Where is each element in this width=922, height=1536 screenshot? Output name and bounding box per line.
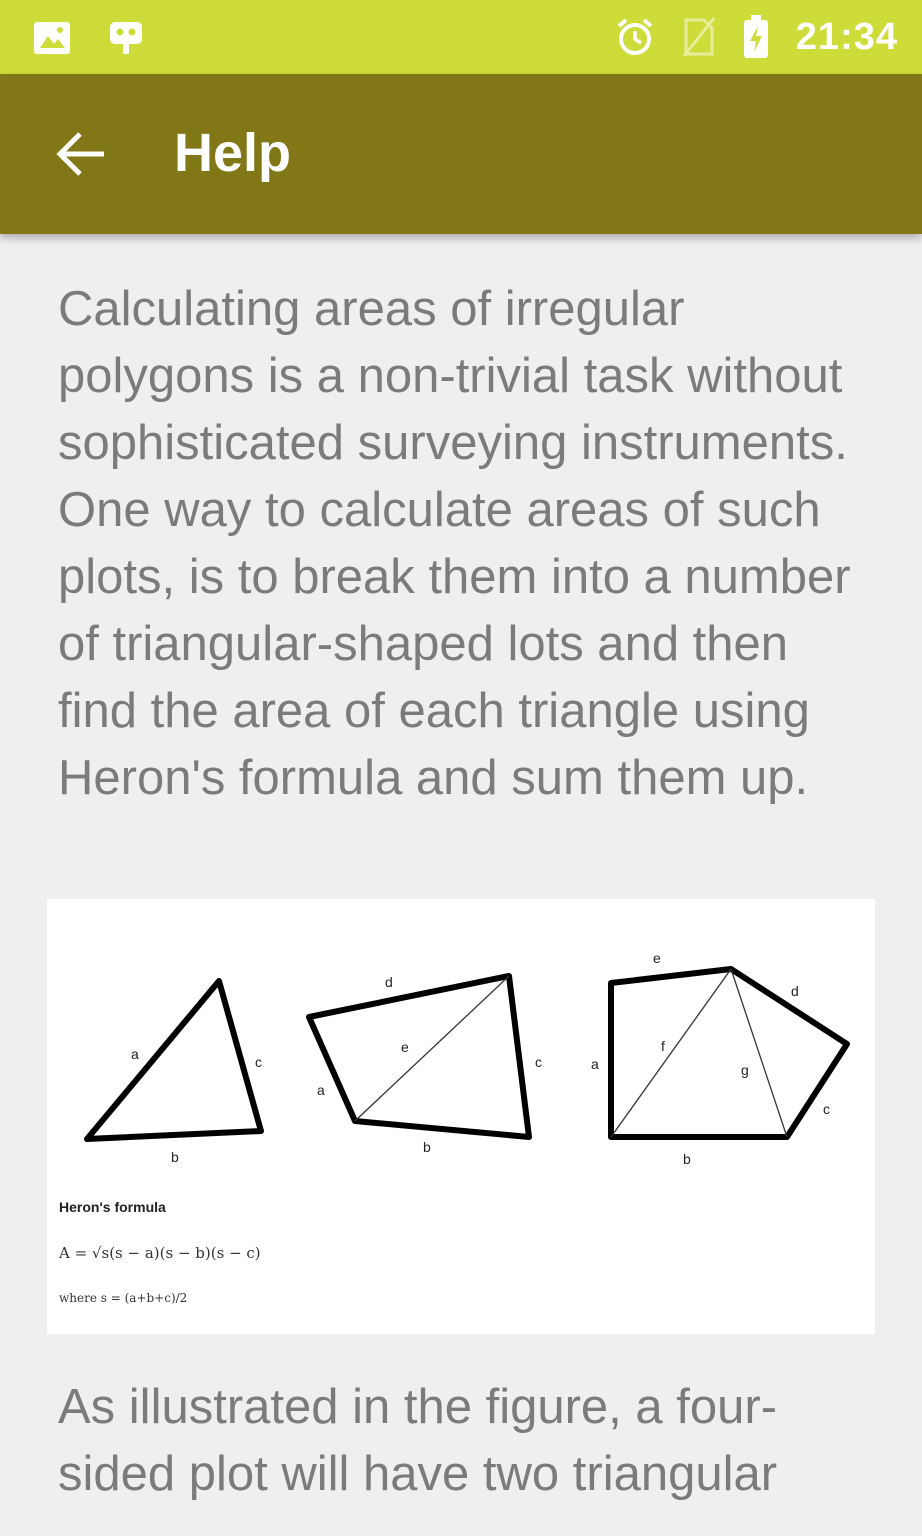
triangle-label-b: b <box>171 1149 179 1165</box>
quad-label-b: b <box>423 1139 431 1155</box>
app-bar <box>0 74 922 234</box>
pentagon-label-d: d <box>791 983 799 999</box>
pentagon-label-f: f <box>661 1038 665 1054</box>
pentagon-diagonal-f <box>611 969 731 1137</box>
status-bar <box>0 0 922 74</box>
pentagon-label-a: a <box>591 1056 599 1072</box>
status-left-icons <box>32 18 146 58</box>
help-paragraph-intro: Calculating areas of irregular polygons is a non-trivial task without sophisticated surveying instruments. One way to calculate areas of such plots, is to break them into a number of triangular-shaped lots and then find the area of each triangle using Heron's formula and sum them up. <box>58 282 851 805</box>
battery-charging-icon <box>742 14 770 60</box>
heron-formula-title: Heron's formula <box>59 1199 166 1215</box>
alarm-icon <box>614 16 656 58</box>
help-paragraph-illustration: As illustrated in the figure, a four-sided plot will have two triangular <box>58 1380 778 1501</box>
quad-label-a: a <box>317 1082 325 1098</box>
quad-label-d: d <box>385 974 393 990</box>
page-title: Help <box>174 123 292 183</box>
quadrilateral-diagonal <box>355 976 509 1121</box>
heron-formula-where: where s = (a+b+c)/2 <box>59 1291 188 1305</box>
help-content[interactable] <box>0 234 922 1536</box>
image-icon <box>32 18 72 58</box>
quad-label-c: c <box>535 1054 542 1070</box>
pentagon-label-b: b <box>683 1151 691 1167</box>
pentagon-label-g: g <box>741 1062 749 1078</box>
pentagon-diagonal-g <box>731 969 787 1137</box>
robot-icon <box>106 18 146 58</box>
arrow-left-icon <box>52 124 112 184</box>
no-sim-icon <box>682 16 716 58</box>
triangle-shape <box>87 981 261 1139</box>
status-right-icons <box>614 14 898 60</box>
heron-figure <box>47 899 875 1334</box>
triangle-label-a: a <box>131 1046 139 1062</box>
quadrilateral-shape <box>309 976 529 1137</box>
back-button[interactable] <box>52 124 112 184</box>
quad-label-e: e <box>401 1039 409 1055</box>
status-time: 21:34 <box>795 15 898 58</box>
triangle-label-c: c <box>255 1054 262 1070</box>
polygon-diagrams <box>47 899 875 1334</box>
pentagon-shape <box>611 969 847 1137</box>
pentagon-label-e: e <box>653 950 661 966</box>
heron-formula-equation: A = √s(s − a)(s − b)(s − c) <box>59 1244 261 1262</box>
pentagon-label-c: c <box>823 1101 830 1117</box>
